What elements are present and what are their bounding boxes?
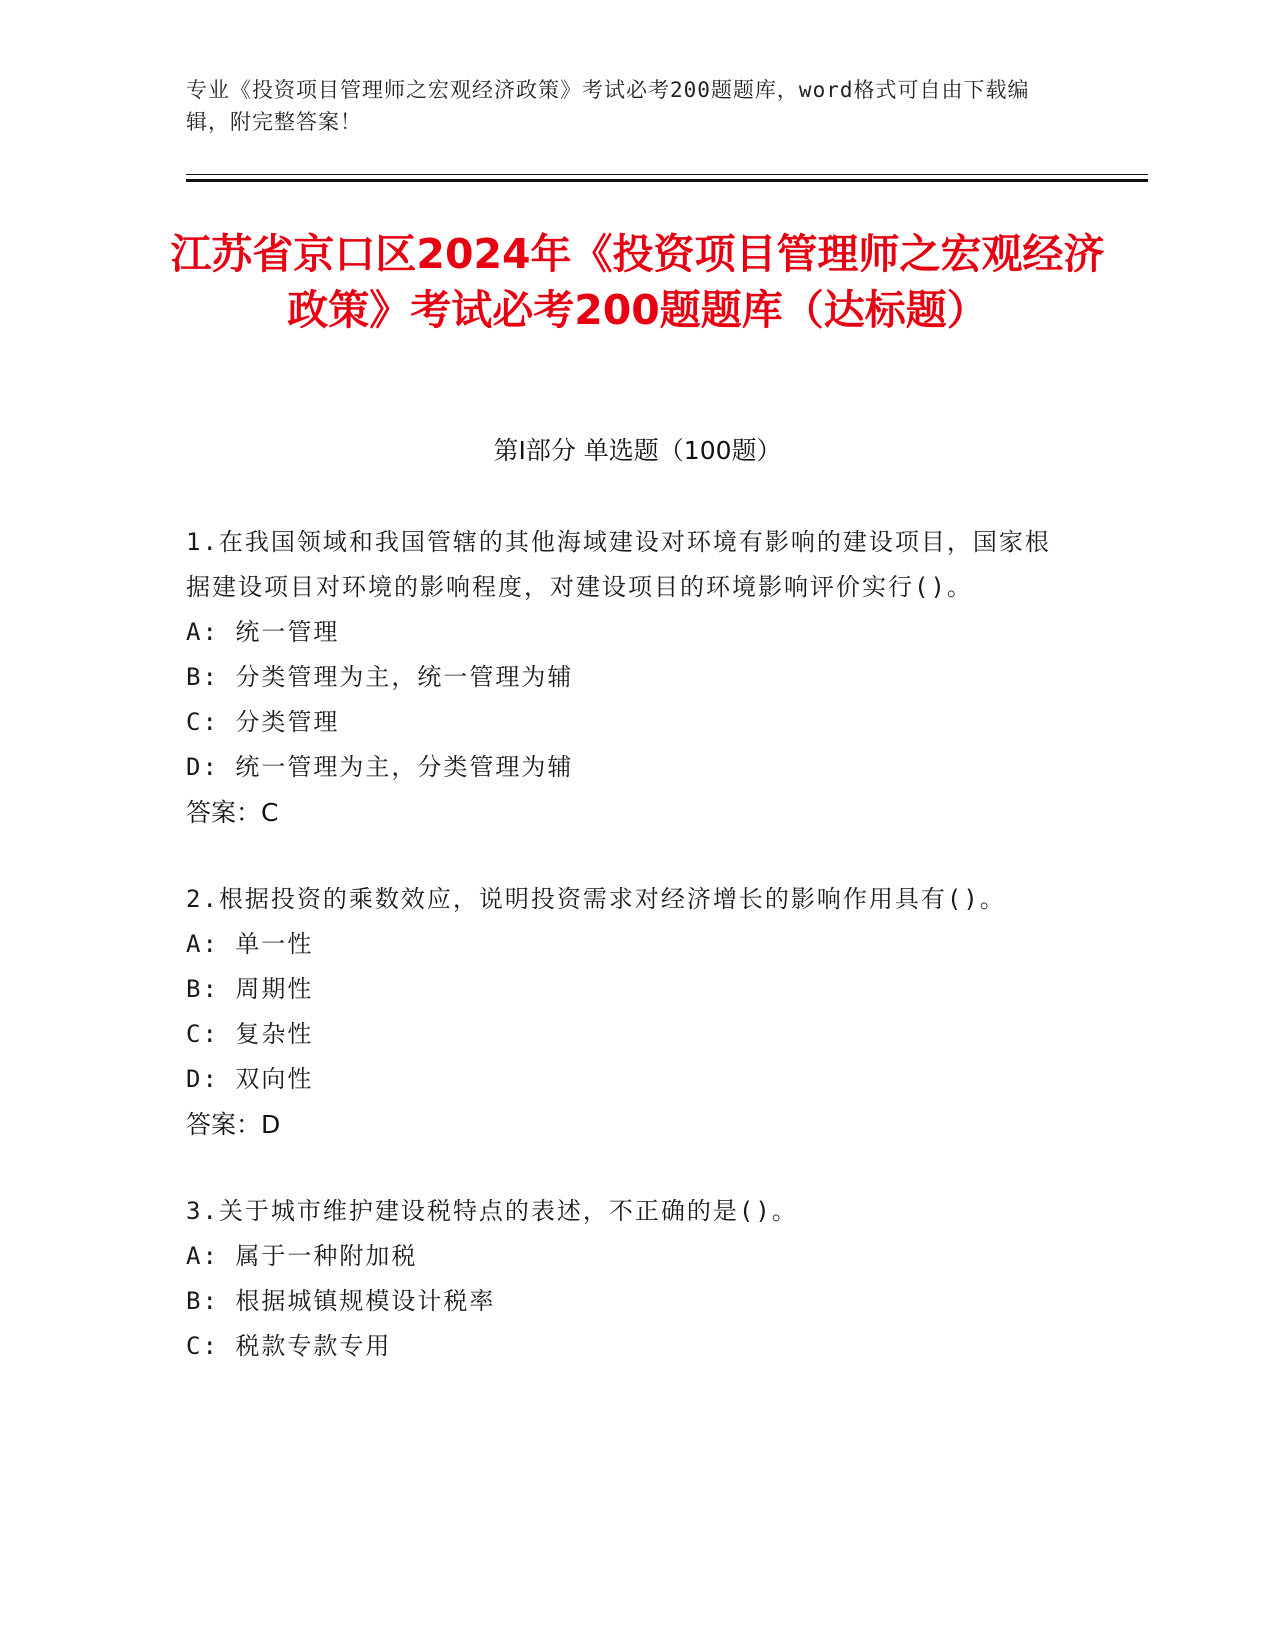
question-option-b: B: 根据城镇规模设计税率 [186, 1287, 496, 1315]
header-note: 专业《投资项目管理师之宏观经济政策》考试必考200题题库，word格式可自由下载编辑，附完整答案！ [186, 78, 1030, 134]
question-option-b: B: 周期性 [186, 975, 314, 1003]
question-option-b: B: 分类管理为主，统一管理为辅 [186, 663, 574, 691]
question-answer: 答案：D [186, 1110, 281, 1139]
question-option-d: D: 双向性 [186, 1065, 314, 1093]
question-option-a: A: 属于一种附加税 [186, 1242, 418, 1270]
question-option-a: A: 单一性 [186, 930, 314, 958]
question-3 [186, 1189, 1066, 1369]
header-divider-thick [186, 179, 1148, 182]
question-option-c: C: 复杂性 [186, 1020, 314, 1048]
question-option-d: D: 统一管理为主，分类管理为辅 [186, 753, 574, 781]
question-option-a: A: 统一管理 [186, 618, 340, 646]
document-title: 江苏省京口区2024年《投资项目管理师之宏观经济政策》考试必考200题题库（达标题） [170, 230, 1105, 334]
question-1 [186, 520, 1066, 835]
question-stem: 1.在我国领域和我国管辖的其他海域建设对环境有影响的建设项目，国家根据建设项目对环境的影响程度，对建设项目的环境影响评价实行()。 [186, 528, 1051, 601]
header-divider-thin [186, 174, 1148, 175]
question-2 [186, 877, 1066, 1147]
question-option-c: C: 税款专款专用 [186, 1332, 392, 1360]
question-option-c: C: 分类管理 [186, 708, 340, 736]
question-list [186, 520, 1066, 1411]
question-stem: 2.根据投资的乘数效应，说明投资需求对经济增长的影响作用具有()。 [186, 885, 1006, 913]
section-title: 第I部分 单选题（100题） [493, 436, 782, 465]
question-stem: 3.关于城市维护建设税特点的表述，不正确的是()。 [186, 1197, 798, 1225]
question-answer: 答案：C [186, 798, 279, 827]
